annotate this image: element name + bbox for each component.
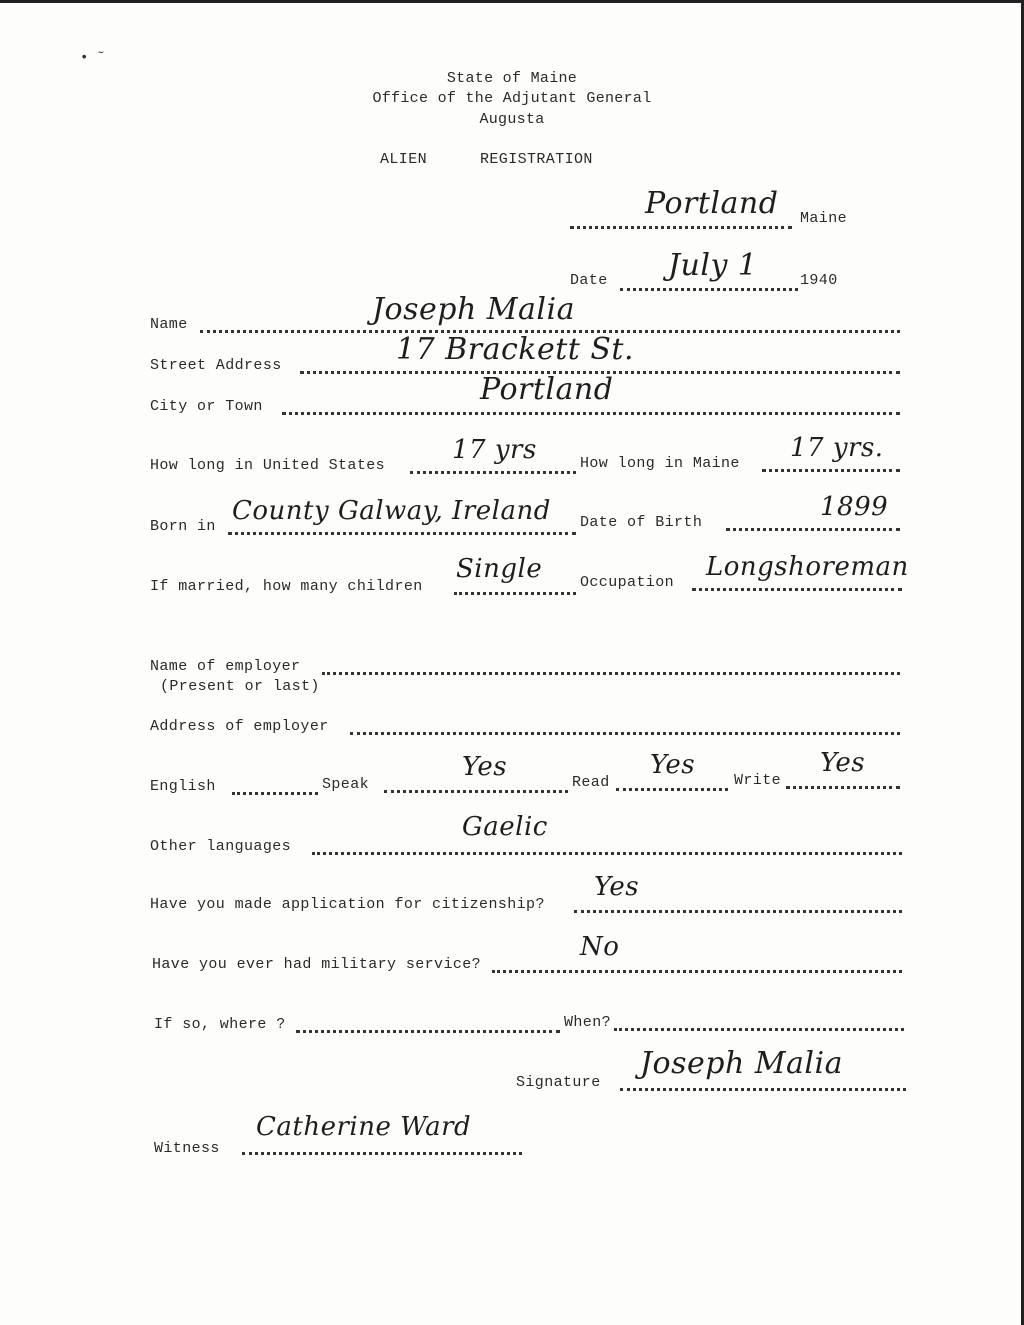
how-long-maine-label: How long in Maine xyxy=(580,455,740,472)
witness-label: Witness xyxy=(154,1140,220,1157)
employer-line xyxy=(322,656,900,675)
name-value: Joseph Malia xyxy=(372,292,575,327)
citizenship-value: Yes xyxy=(594,872,640,902)
date-label: Date xyxy=(570,272,608,289)
how-long-us-label: How long in United States xyxy=(150,457,386,474)
employer-address-line xyxy=(350,716,900,735)
witness-value: Catherine Ward xyxy=(256,1112,472,1142)
when-label: When? xyxy=(564,1014,612,1031)
other-languages-label: Other languages xyxy=(150,838,292,855)
name-label: Name xyxy=(150,316,188,333)
born-in-value: County Galway, Ireland xyxy=(232,496,551,526)
occupation-label: Occupation xyxy=(580,574,675,591)
scan-edge-top xyxy=(0,0,1024,3)
speak-label: Speak xyxy=(322,776,370,793)
married-label: If married, how many children xyxy=(150,578,423,595)
date-value: July 1 xyxy=(668,248,758,283)
when-line xyxy=(614,1012,904,1031)
military-label: Have you ever had military service? xyxy=(152,956,482,973)
header-state: State of Maine xyxy=(446,70,578,87)
header-office: Office of the Adjutant General xyxy=(372,90,652,107)
how-long-maine-value: 17 yrs. xyxy=(790,433,884,463)
speak-value: Yes xyxy=(462,752,508,782)
street-label: Street Address xyxy=(150,357,282,374)
other-languages-value: Gaelic xyxy=(462,812,548,842)
read-label: Read xyxy=(572,774,610,791)
employer-label: Name of employer xyxy=(150,658,301,675)
if-so-line xyxy=(296,1014,560,1033)
dob-label: Date of Birth xyxy=(580,514,703,531)
if-so-label: If so, where ? xyxy=(154,1016,286,1033)
military-line xyxy=(492,954,902,973)
signature-value: Joseph Malia xyxy=(640,1046,843,1081)
employer-address-label: Address of employer xyxy=(150,718,329,735)
employer-sublabel: (Present or last) xyxy=(160,678,320,695)
scan-speck: • ˜ xyxy=(80,50,106,66)
citizenship-label: Have you made application for citizenship? xyxy=(150,896,545,913)
dob-value: 1899 xyxy=(820,492,889,522)
how-long-us-value: 17 yrs xyxy=(452,435,537,465)
city-label: City or Town xyxy=(150,398,263,415)
date-year: 1940 xyxy=(800,272,838,289)
signature-label: Signature xyxy=(516,1074,601,1091)
military-value: No xyxy=(580,932,620,962)
street-value: 17 Brackett St. xyxy=(396,332,635,367)
read-value: Yes xyxy=(650,750,696,780)
english-line xyxy=(232,776,318,795)
write-value: Yes xyxy=(820,748,866,778)
header-city: Augusta xyxy=(479,111,545,128)
write-label: Write xyxy=(734,772,782,789)
occupation-value: Longshoreman xyxy=(706,552,909,582)
married-value: Single xyxy=(456,554,543,584)
title-alien: ALIEN xyxy=(380,151,428,168)
english-label: English xyxy=(150,778,216,795)
born-in-label: Born in xyxy=(150,518,216,535)
place-value: Portland xyxy=(645,186,779,221)
city-value: Portland xyxy=(480,372,614,407)
place-suffix: Maine xyxy=(800,210,848,227)
other-languages-line xyxy=(312,836,902,855)
title-registration: REGISTRATION xyxy=(480,151,593,168)
